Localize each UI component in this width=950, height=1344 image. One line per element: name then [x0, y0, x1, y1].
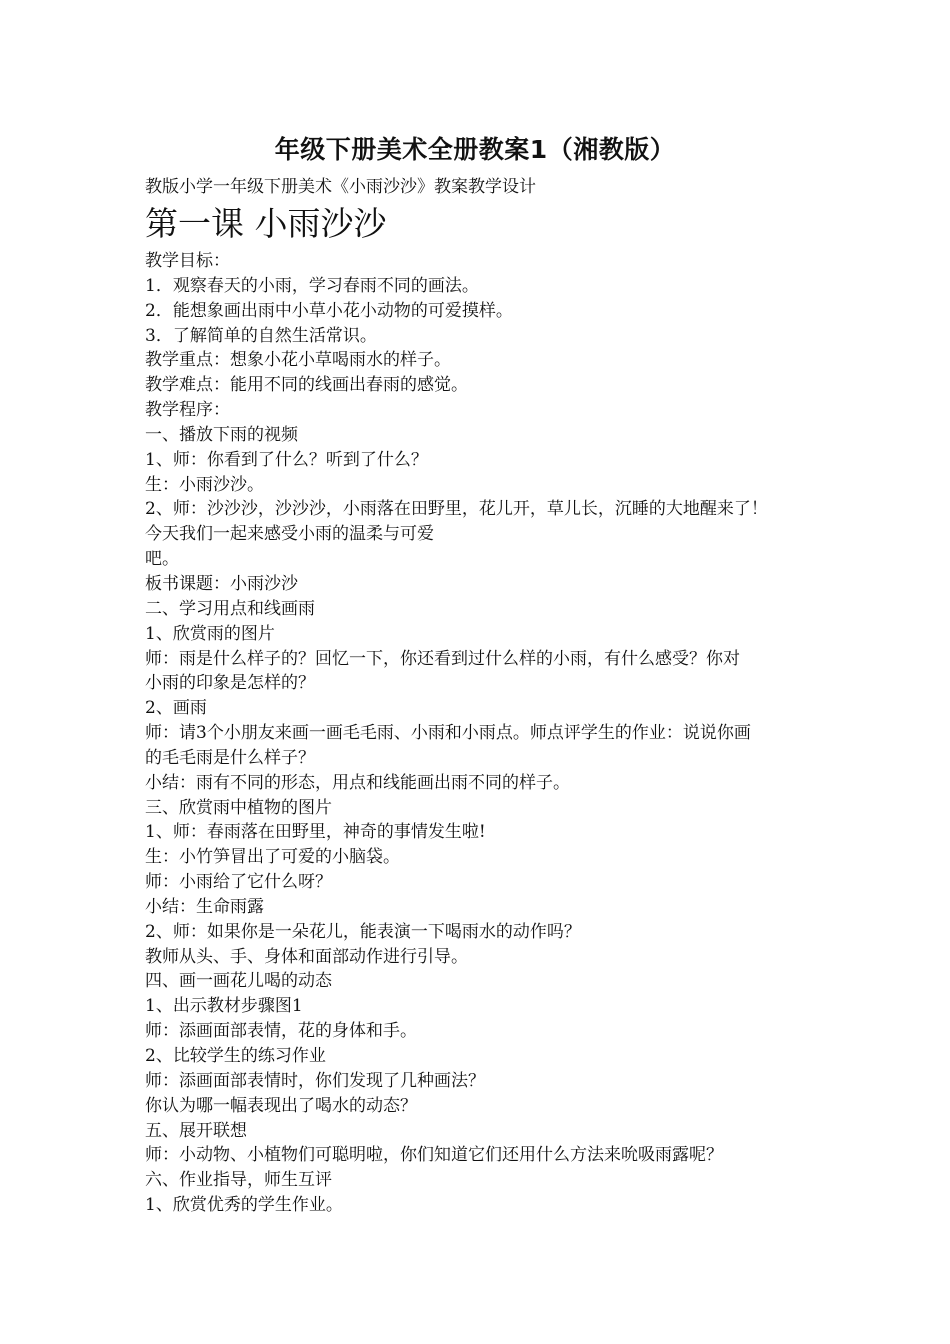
- document-line: 你认为哪一幅表现出了喝水的动态？: [145, 1095, 417, 1116]
- document-line: 1．观察春天的小雨，学习春雨不同的画法。: [145, 275, 479, 296]
- document-line: 板书课题：小雨沙沙: [145, 573, 298, 594]
- document-line: 四、画一画花儿喝的动态: [145, 971, 332, 992]
- document-line: 师：添画面部表情，花的身体和手。: [145, 1021, 417, 1042]
- document-line: 生：小雨沙沙。: [145, 474, 264, 495]
- document-line: 教学程序：: [145, 400, 230, 421]
- document-line: 教学目标：: [145, 251, 230, 271]
- document-line: 2、师：沙沙沙，沙沙沙，小雨落在田野里，花儿开，草儿长，沉睡的大地醒来了！: [145, 499, 768, 520]
- document-line: 小雨的印象是怎样的？: [145, 673, 315, 694]
- document-line: 1、欣赏雨的图片: [145, 623, 275, 644]
- document-line: 1、欣赏优秀的学生作业。: [145, 1195, 343, 1216]
- document-line: 小结：生命雨露: [145, 896, 264, 917]
- document-line: 1、师：春雨落在田野里，神奇的事情发生啦!: [145, 822, 486, 843]
- document-line: 吧。: [145, 549, 179, 570]
- document-line: 六、作业指导，师生互评: [145, 1170, 332, 1191]
- document-line: 教师从头、手、身体和面部动作进行引导。: [145, 946, 468, 967]
- document-subtitle: 教版小学一年级下册美术《小雨沙沙》教案教学设计: [145, 177, 536, 197]
- document-line: 师：请3个小朋友来画一画毛毛雨、小雨和小雨点。师点评学生的作业：说说你画: [145, 723, 751, 744]
- document-line: 生：小竹笋冒出了可爱的小脑袋。: [145, 847, 400, 868]
- document-line: 师：小雨给了它什么呀？: [145, 872, 332, 893]
- document-title: 年级下册美术全册教案1（湘教版）: [274, 135, 676, 164]
- document-line: 今天我们一起来感受小雨的温柔与可爱: [145, 524, 434, 545]
- document-line: 师：雨是什么样子的？回忆一下，你还看到过什么样的小雨，有什么感受？你对: [145, 648, 740, 669]
- document-line: 2、师：如果你是一朵花儿，能表演一下喝雨水的动作吗？: [145, 921, 581, 942]
- document-line: 小结：雨有不同的形态，用点和线能画出雨不同的样子。: [145, 772, 570, 793]
- document-line: 一、播放下雨的视频: [145, 424, 298, 445]
- lesson-heading: 第一课 小雨沙沙: [145, 204, 387, 243]
- document-line: 1、出示教材步骤图1: [145, 996, 303, 1017]
- document-line: 2、比较学生的练习作业: [145, 1046, 326, 1066]
- document-line: 二、学习用点和线画雨: [145, 598, 315, 619]
- document-line: 2．能想象画出雨中小草小花小动物的可爱摸样。: [145, 300, 513, 321]
- document-line: 教学难点：能用不同的线画出春雨的感觉。: [145, 375, 468, 396]
- document-line: 五、展开联想: [145, 1120, 247, 1141]
- document-line: 教学重点：想象小花小草喝雨水的样子。: [145, 350, 451, 371]
- document-line: 1、师：你看到了什么？听到了什么？: [145, 449, 428, 470]
- document-line: 三、欣赏雨中植物的图片: [145, 797, 332, 818]
- document-line: 3．了解简单的自然生活常识。: [145, 325, 377, 346]
- document-line: 师：添画面部表情时，你们发现了几种画法？: [145, 1070, 485, 1091]
- document-body: [145, 249, 813, 1218]
- document-line: 2、画雨: [145, 698, 207, 719]
- document-line: 师：小动物、小植物们可聪明啦，你们知道它们还用什么方法来吮吸雨露呢？: [145, 1145, 723, 1166]
- document-line: 的毛毛雨是什么样子？: [145, 747, 315, 768]
